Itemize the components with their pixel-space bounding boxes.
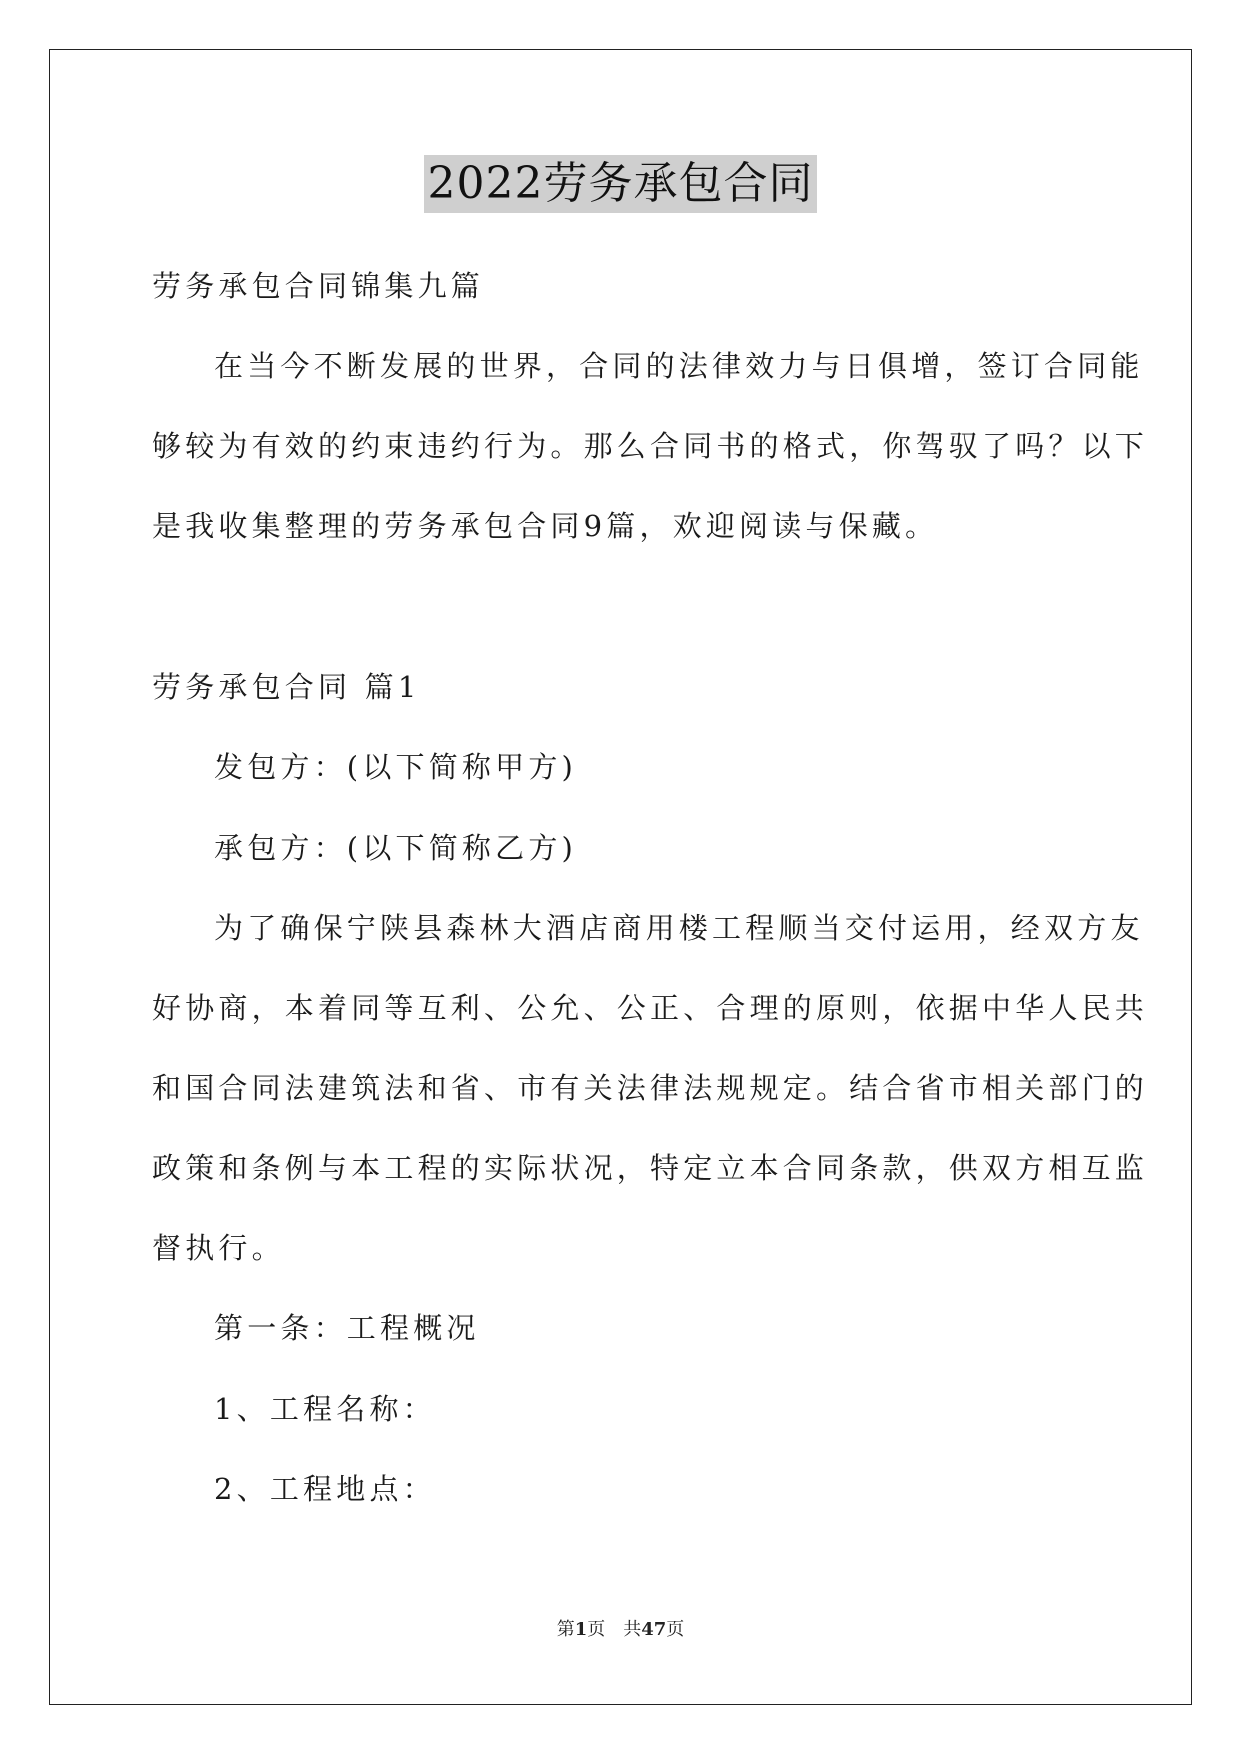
footer-page-prefix: 第: [556, 1619, 575, 1640]
intro-line-3: 是我收集整理的劳务承包合同9篇，欢迎阅读与保藏。: [152, 509, 939, 543]
body-line-2: 好协商，本着同等互利、公允、公正、合理的原则，依据中华人民共: [152, 991, 1149, 1025]
footer-page-mid: 页 共: [587, 1619, 642, 1640]
section-heading: 劳务承包合同 篇1: [152, 670, 421, 704]
body-line-4: 政策和条例与本工程的实际状况，特定立本合同条款，供双方相互监: [152, 1151, 1149, 1185]
party-b-line: 承包方：(以下简称乙方): [214, 831, 578, 865]
document-subtitle: 劳务承包合同锦集九篇: [152, 269, 485, 303]
title-container: [0, 155, 1241, 213]
page-footer: [0, 1618, 1241, 1642]
article-1-heading: 第一条：工程概况: [214, 1311, 480, 1345]
intro-line-1: 在当今不断发展的世界，合同的法律效力与日俱增，签订合同能: [214, 349, 1144, 383]
footer-page-total: 47: [641, 1619, 667, 1640]
party-a-line: 发包方：(以下简称甲方): [214, 750, 578, 784]
item-2-line: 2、工程地点：: [214, 1472, 436, 1506]
intro-line-2: 够较为有效的约束违约行为。那么合同书的格式，你驾驭了吗？以下: [152, 429, 1149, 463]
document-title: 2022劳务承包合同: [424, 155, 818, 213]
body-line-1: 为了确保宁陕县森林大酒店商用楼工程顺当交付运用，经双方友: [214, 911, 1144, 945]
body-line-3: 和国合同法建筑法和省、市有关法律法规规定。结合省市相关部门的: [152, 1071, 1149, 1105]
item-1-line: 1、工程名称：: [214, 1392, 436, 1426]
footer-page-suffix: 页: [666, 1619, 685, 1640]
footer-page-current: 1: [574, 1619, 588, 1640]
body-line-5: 督执行。: [152, 1231, 285, 1265]
